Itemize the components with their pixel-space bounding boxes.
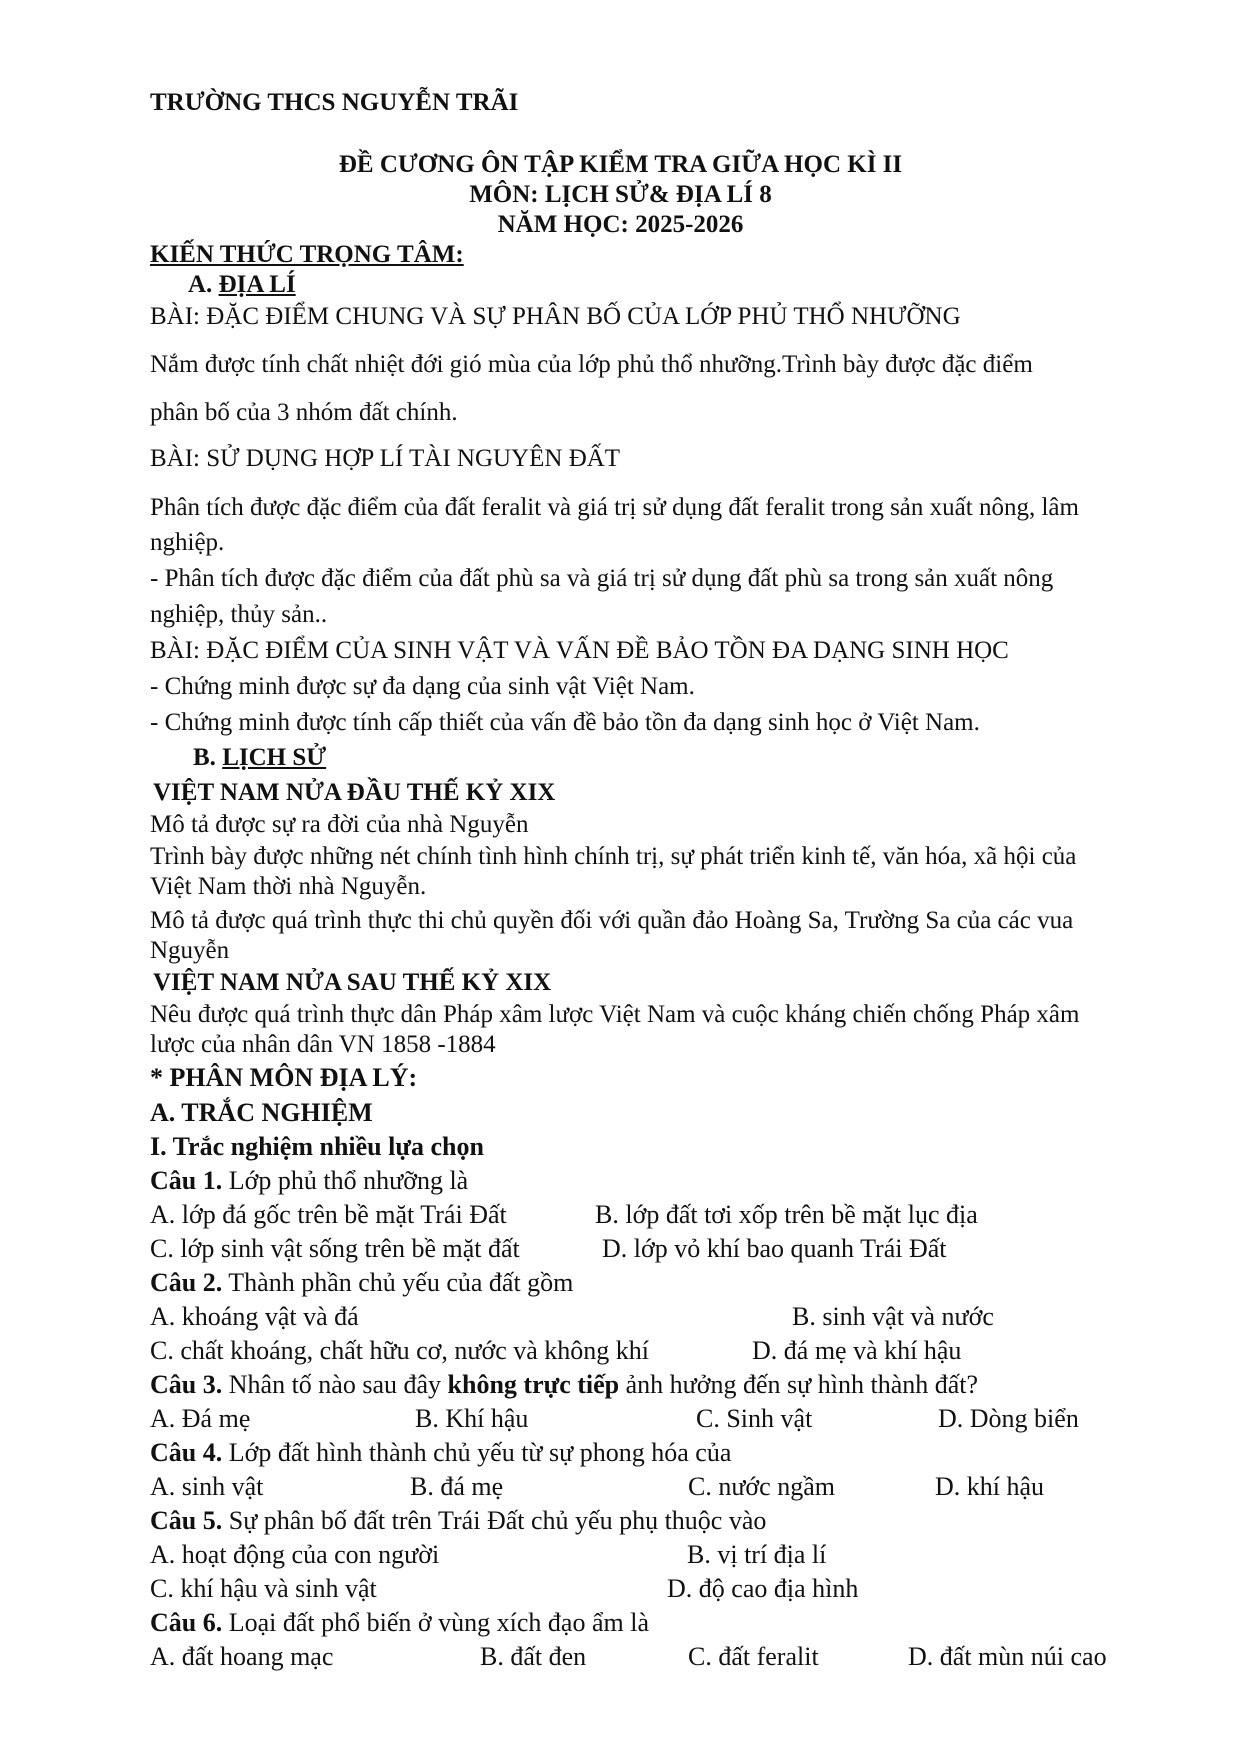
part1-text: Việt Nam thời nhà Nguyễn. [150,873,427,900]
option-a: A. sinh vật [150,1472,264,1501]
part2-title: VIỆT NAM NỬA SAU THẾ KỶ XIX [153,969,552,996]
school-name: TRƯỜNG THCS NGUYỄN TRÃI [150,89,519,116]
bai2-text: nghiệp. [150,529,225,556]
option-b: B. lớp đất tơi xốp trên bề mặt lục địa [595,1200,978,1229]
option-a: A. hoạt động của con người [150,1540,440,1569]
bai2-text: Phân tích được đặc điểm của đất feralit và giá trị sử dụng đất feralit trong sản xuất nông, lâm [150,494,1079,521]
part2-text: Nêu được quá trình thực dân Pháp xâm lược Việt Nam và cuộc kháng chiến chống Pháp xâm [150,1001,1080,1028]
option-c: C. nước ngầm [688,1472,835,1501]
part1-title: VIỆT NAM NỬA ĐẦU THẾ KỶ XIX [153,779,556,806]
section1-heading: I. Trắc nghiệm nhiều lựa chọn [150,1132,484,1161]
bai2-text: nghiệp, thủy sản.. [150,601,328,628]
question: Câu 3. Nhân tố nào sau đây không trực tiếp ảnh hưởng đến sự hình thành đất? [150,1370,979,1399]
option-c: C. lớp sinh vật sống trên bề mặt đất [150,1234,520,1263]
question: Câu 4. Lớp đất hình thành chủ yếu từ sự phong hóa của [150,1438,732,1467]
bai2-title: BÀI: SỬ DỤNG HỢP LÍ TÀI NGUYÊN ĐẤT [150,445,621,472]
option-a: A. lớp đá gốc trên bề mặt Trái Đất [150,1200,507,1229]
option-d: D. độ cao địa hình [667,1574,859,1603]
bai3-text: - Chứng minh được sự đa dạng của sinh vật Việt Nam. [150,673,695,700]
option-a: A. khoáng vật và đá [150,1302,359,1331]
bai2-text: - Phân tích được đặc điểm của đất phù sa và giá trị sử dụng đất phù sa trong sản xuất nông [150,565,1054,592]
phan-mon-heading: * PHÂN MÔN ĐỊA LÝ: [150,1063,418,1092]
option-b: B. đá mẹ [410,1472,504,1501]
question: Câu 2. Thành phần chủ yếu của đất gồm [150,1268,574,1297]
option-d: D. khí hậu [935,1472,1045,1501]
option-b: B. đất đen [480,1642,587,1671]
doc-title-line3: NĂM HỌC: 2025-2026 [497,211,744,238]
option-d: D. Dòng biển [938,1404,1079,1433]
question: Câu 1. Lớp phủ thổ nhưỡng là [150,1166,469,1195]
doc-title-line1: ĐỀ CƯƠNG ÔN TẬP KIỂM TRA GIỮA HỌC KÌ II [338,151,903,178]
option-c: C. chất khoáng, chất hữu cơ, nước và không khí [150,1336,650,1365]
doc-title-line2: MÔN: LỊCH SỬ& ĐỊA LÍ 8 [469,181,772,208]
question: Câu 6. Loại đất phổ biến ở vùng xích đạo ẩm là [150,1608,650,1637]
option-a: A. đất hoang mạc [150,1642,334,1671]
kien-thuc-heading: KIẾN THỨC TRỌNG TÂM: [150,241,464,268]
option-a: A. Đá mẹ [150,1404,251,1433]
option-d: D. lớp vỏ khí bao quanh Trái Đất [602,1234,947,1263]
option-c: C. Sinh vật [696,1404,813,1433]
part2-text: lược của nhân dân VN 1858 -1884 [150,1031,496,1058]
part1-text: Nguyễn [150,937,230,964]
bai3-title: BÀI: ĐẶC ĐIỂM CỦA SINH VẬT VÀ VẤN ĐỀ BẢO TỒN ĐA DẠNG SINH HỌC [150,637,1009,664]
trac-nghiem-heading: A. TRẮC NGHIỆM [150,1098,373,1127]
option-c: C. khí hậu và sinh vật [150,1574,377,1603]
dia-li-heading: A. ĐỊA LÍ [188,271,296,298]
bai3-text: - Chứng minh được tính cấp thiết của vấn đề bảo tồn đa dạng sinh học ở Việt Nam. [150,709,980,736]
bai1-text: phân bố của 3 nhóm đất chính. [150,399,458,426]
option-b: B. vị trí địa lí [687,1540,827,1569]
part1-text: Mô tả được quá trình thực thi chủ quyền đối với quần đảo Hoàng Sa, Trường Sa của các vua [150,907,1074,934]
bai1-title: BÀI: ĐẶC ĐIỂM CHUNG VÀ SỰ PHÂN BỐ CỦA LỚP PHỦ THỔ NHƯỠNG [150,303,961,330]
part1-text: Mô tả được sự ra đời của nhà Nguyễn [150,811,529,838]
question: Câu 5. Sự phân bố đất trên Trái Đất chủ yếu phụ thuộc vào [150,1506,767,1535]
option-c: C. đất feralit [688,1642,819,1671]
option-b: B. Khí hậu [415,1404,529,1433]
option-d: D. đá mẹ và khí hậu [752,1336,962,1365]
option-b: B. sinh vật và nước [792,1302,994,1331]
part1-text: Trình bày được những nét chính tình hình chính trị, sự phát triển kinh tế, văn hóa, xã hội của [150,843,1077,870]
option-d: D. đất mùn núi cao [908,1642,1107,1671]
bai1-text: Nắm được tính chất nhiệt đới gió mùa của lớp phủ thổ nhưỡng.Trình bày được đặc điểm [150,351,1033,378]
lich-su-heading: B. LỊCH SỬ [193,744,327,771]
